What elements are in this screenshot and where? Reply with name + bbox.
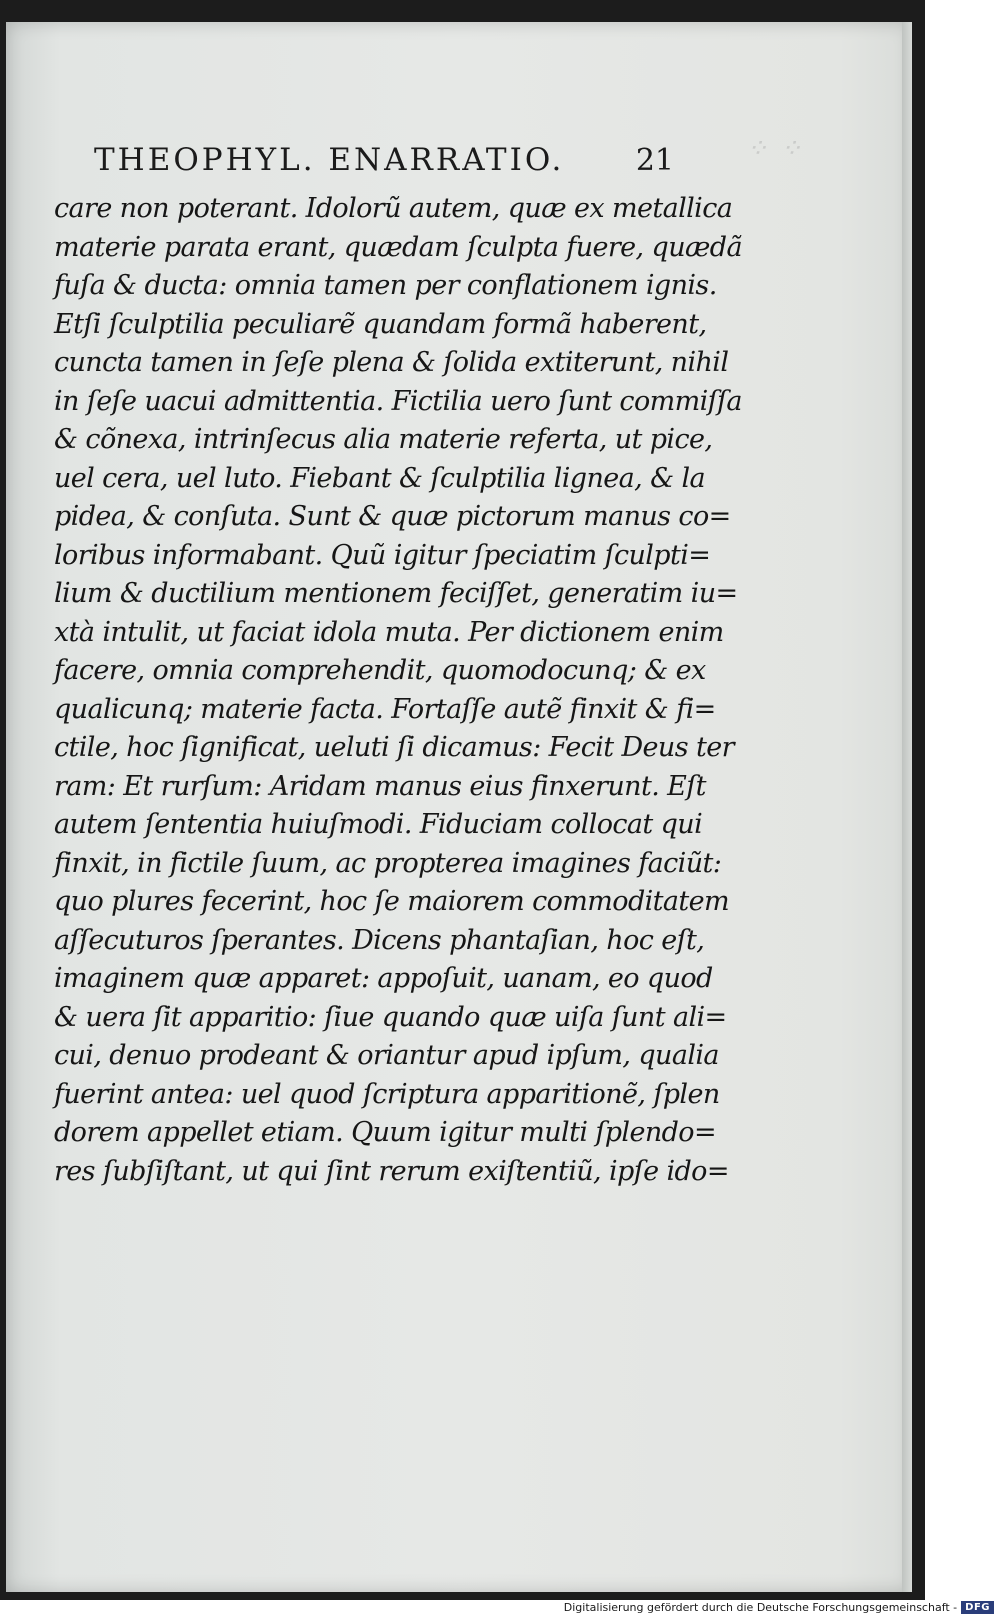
text-line: facere, omnia comprehendit, quomodocunq; & ex bbox=[54, 655, 706, 686]
text-line: fuerint antea: uel quod ſcriptura apparitionẽ, ſplen bbox=[54, 1078, 720, 1110]
text-line: care non poterant. Idolorũ autem, quæ ex metallica bbox=[54, 193, 733, 224]
text-line: in ſeſe uacui admittentia. Fictilia uero ſunt commiſſa bbox=[54, 385, 742, 417]
text-line: ram: Et rurſum: Aridam manus eius finxerunt. Eſt bbox=[54, 770, 706, 802]
text-line: materie parata erant, quædam ſculpta fuere, quædã bbox=[54, 231, 742, 263]
text-line: ctile, hoc ſignificat, ueluti ſi dicamus: Fecit Deus ter bbox=[54, 732, 734, 763]
dfg-logo-icon: DFG bbox=[961, 1601, 994, 1614]
text-line: Etſi ſculptilia peculiarẽ quandam formã haberent, bbox=[54, 308, 707, 340]
page-number: 21 bbox=[635, 143, 674, 178]
running-head-title: THEOPHYL. ENARRATIO. bbox=[94, 142, 565, 178]
text-line: uel cera, uel luto. Fiebant & ſculptilia lignea, & la bbox=[54, 462, 706, 494]
text-line: dorem appellet etiam. Quum igitur multi ſplendo= bbox=[54, 1117, 716, 1148]
text-line: cui, denuo prodeant & oriantur apud ipſum, qualia bbox=[54, 1040, 719, 1071]
credit-text: Digitalisierung gefördert durch die Deutsche Forschungsgemeinschaft - bbox=[563, 1601, 958, 1614]
text-line: cuncta tamen in ſeſe plena & ſolida extiterunt, nihil bbox=[54, 347, 729, 378]
digitization-credit bbox=[564, 1601, 994, 1614]
text-line: imaginem quæ apparet: appoſuit, uanam, eo quod bbox=[54, 963, 713, 994]
text-line: autem ſententia huiuſmodi. Fiduciam collocat qui bbox=[54, 809, 703, 840]
text-line: res ſubſiſtant, ut qui ſint rerum exiſtentiũ, ipſe ido= bbox=[54, 1155, 729, 1187]
text-line: loribus informabant. Quũ igitur ſpeciatim ſculpti= bbox=[54, 539, 711, 571]
book-page bbox=[6, 22, 912, 1592]
running-head bbox=[94, 142, 674, 178]
text-line: finxit, in fictile ſuum, ac propterea imagines faciũt: bbox=[54, 847, 722, 879]
text-line: xtà intulit, ut faciat idola muta. Per dictionem enim bbox=[54, 616, 724, 648]
text-line: aſſecuturos ſperantes. Dicens phantaſian, hoc eſt, bbox=[54, 924, 705, 956]
text-line: qualicunq; materie facta. Fortaſſe autẽ finxit & fi= bbox=[54, 693, 716, 725]
text-line: & cõnexa, intrinſecus alia materie referta, ut pice, bbox=[54, 424, 713, 455]
text-line: lium & ductilium mentionem feciſſet, generatim iu= bbox=[54, 578, 738, 609]
text-line: & uera ſit apparitio: ſiue quando quæ uiſa ſunt ali= bbox=[54, 1001, 727, 1033]
bleed-through-ink: ⁘ ⁘ bbox=[746, 134, 804, 164]
text-line: fuſa & ducta: omnia tamen per conflationem ignis. bbox=[54, 270, 717, 301]
body-text bbox=[54, 190, 742, 1191]
text-line: pidea, & conſuta. Sunt & quæ pictorum manus co= bbox=[54, 501, 731, 532]
page-edge-strip bbox=[902, 22, 912, 1592]
text-line: quo plures fecerint, hoc ſe maiorem commoditatem bbox=[54, 886, 730, 917]
